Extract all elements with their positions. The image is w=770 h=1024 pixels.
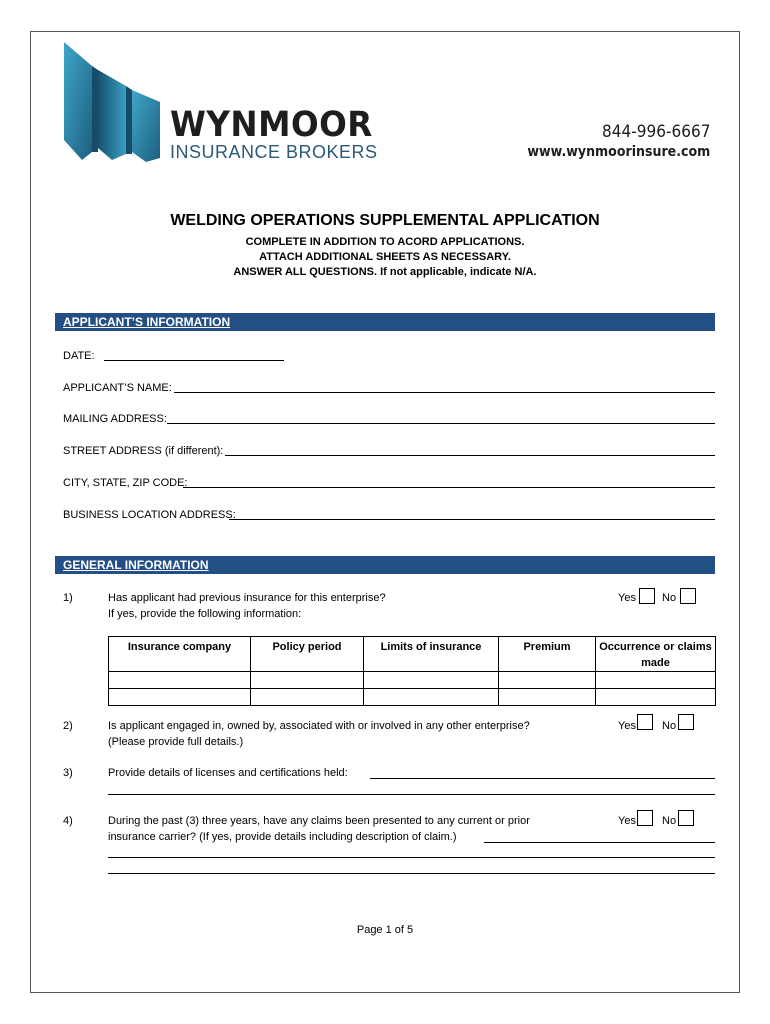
licenses-field[interactable] [370,778,715,779]
applicant-section-title: APPLICANT’S INFORMATION [63,315,231,329]
page-number: Page 1 of 5 [356,924,414,936]
licenses-field-line-2[interactable] [108,794,715,795]
street-address-field[interactable] [225,455,715,456]
question-1-no-label: No [662,592,677,604]
table-cell[interactable] [499,689,596,706]
question-2-number: 2) [63,720,73,732]
table-cell[interactable] [364,689,499,706]
question-3-text: Provide details of licenses and certifications held: [108,767,348,779]
question-2-text: Is applicant engaged in, owned by, associated with or involved in any other enterprise? [108,720,530,732]
question-1-text: Has applicant had previous insurance for this enterprise? [108,592,386,604]
question-1-yes-label: Yes [618,592,636,604]
table-row [109,689,716,706]
question-4-number: 4) [63,815,73,827]
applicant-name-field[interactable] [174,392,715,393]
claims-details-field-line-2[interactable] [108,857,715,858]
question-2-no-label: No [662,720,677,732]
business-location-field[interactable] [229,519,715,520]
date-field[interactable] [104,360,284,361]
column-header-policy-period: Policy period [251,637,364,672]
business-location-label: BUSINESS LOCATION ADDRESS: [63,509,236,521]
table-cell[interactable] [596,672,716,689]
question-1-number: 1) [63,592,73,604]
question-1-no-checkbox[interactable] [680,588,696,604]
column-header-insurance-company: Insurance company [109,637,251,672]
question-4-no-checkbox[interactable] [678,810,694,826]
question-3-number: 3) [63,767,73,779]
city-state-zip-label: CITY, STATE, ZIP CODE: [63,477,188,489]
question-2-no-checkbox[interactable] [678,714,694,730]
claims-details-field-line-3[interactable] [108,873,715,874]
column-header-limits: Limits of insurance [364,637,499,672]
applicant-name-label: APPLICANT’S NAME: [63,382,172,394]
general-section-title: GENERAL INFORMATION [63,558,209,572]
instruction-line-2: ATTACH ADDITIONAL SHEETS AS NECESSARY. [259,251,511,263]
wynmoor-logo-icon [62,40,166,162]
question-2-yes-label: Yes [618,720,636,732]
question-1-subtext: If yes, provide the following information: [108,608,302,620]
table-cell[interactable] [596,689,716,706]
table-cell[interactable] [499,672,596,689]
brand-name: WYNMOOR [170,105,373,145]
street-address-label: STREET ADDRESS (if different): [63,445,224,457]
question-4-yes-label: Yes [618,815,636,827]
question-4-no-label: No [662,815,677,827]
instruction-line-3: ANSWER ALL QUESTIONS. If not applicable, indicate N/A. [233,266,537,278]
table-cell[interactable] [109,672,251,689]
claims-details-field[interactable] [484,842,715,843]
website-link[interactable]: www.wynmoorinsure.com [527,144,710,160]
question-2-yes-checkbox[interactable] [637,714,653,730]
column-header-occurrence: Occurrence or claims made [596,637,716,672]
form-title: WELDING OPERATIONS SUPPLEMENTAL APPLICATION [170,212,600,229]
instruction-line-1: COMPLETE IN ADDITION TO ACORD APPLICATIONS. [245,236,525,248]
table-cell[interactable] [251,672,364,689]
general-section-header [55,556,715,574]
mailing-address-field[interactable] [167,423,715,424]
question-4-yes-checkbox[interactable] [637,810,653,826]
date-label: DATE: [63,350,95,362]
column-header-premium: Premium [499,637,596,672]
phone-number: 844-996-6667 [601,122,710,142]
brand-subtitle: INSURANCE BROKERS [170,142,378,162]
city-state-zip-field[interactable] [183,487,715,488]
table-cell[interactable] [251,689,364,706]
question-2-subtext: (Please provide full details.) [108,736,244,748]
table-row [109,672,716,689]
table-cell[interactable] [364,672,499,689]
question-4-text: During the past (3) three years, have any claims been presented to any current or prior [108,815,530,827]
question-4-subtext: insurance carrier? (If yes, provide details including description of claim.) [108,831,457,843]
table-cell[interactable] [109,689,251,706]
mailing-address-label: MAILING ADDRESS: [63,413,167,425]
applicant-section-header [55,313,715,331]
prior-insurance-table [108,636,716,706]
question-1-yes-checkbox[interactable] [639,588,655,604]
